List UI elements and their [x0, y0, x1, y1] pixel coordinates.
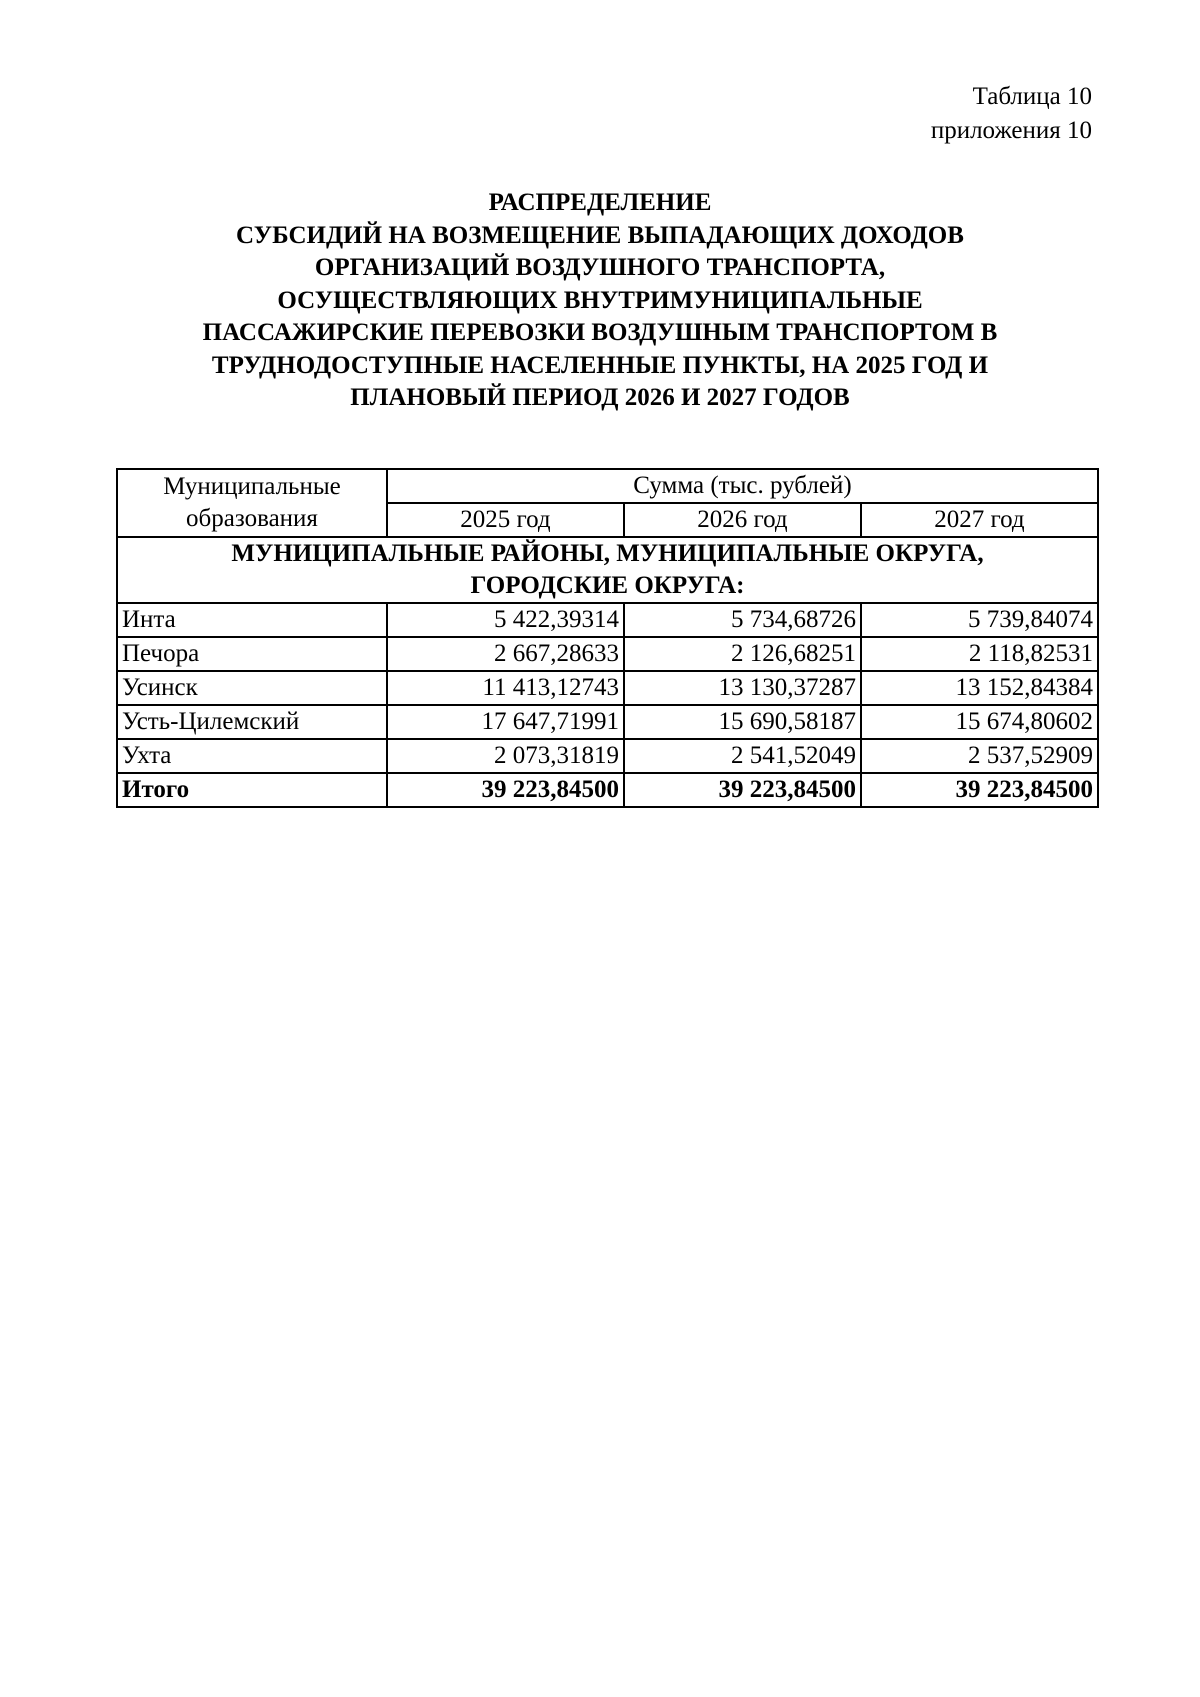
value-2026: 2 126,68251 — [624, 637, 861, 671]
municipality-name: Ухта — [117, 739, 387, 773]
value-2026: 2 541,52049 — [624, 739, 861, 773]
title-line: РАСПРЕДЕЛЕНИЕ — [488, 189, 712, 216]
municipality-name: Инта — [117, 603, 387, 637]
value-2026: 15 690,58187 — [624, 705, 861, 739]
municipality-name: Усинск — [117, 671, 387, 705]
value-2027: 5 739,84074 — [861, 603, 1098, 637]
column-header-2026: 2026 год — [624, 503, 861, 537]
table-row — [117, 739, 1098, 773]
value-2027: 13 152,84384 — [861, 671, 1098, 705]
table-number: Таблица 10 — [972, 83, 1092, 110]
subsidy-distribution-table — [116, 468, 1099, 808]
table-row — [117, 705, 1098, 739]
column-header-sum: Сумма (тыс. рублей) — [387, 469, 1098, 503]
total-label: Итого — [117, 773, 387, 807]
value-2027: 2 537,52909 — [861, 739, 1098, 773]
section-header-row — [117, 537, 1098, 603]
total-2027: 39 223,84500 — [861, 773, 1098, 807]
title-line: ПЛАНОВЫЙ ПЕРИОД 2026 И 2027 ГОДОВ — [350, 384, 850, 411]
value-2026: 13 130,37287 — [624, 671, 861, 705]
title-line: ОРГАНИЗАЦИЙ ВОЗДУШНОГО ТРАНСПОРТА, — [314, 254, 886, 281]
title-line: ПАССАЖИРСКИЕ ПЕРЕВОЗКИ ВОЗДУШНЫМ ТРАНСПОРТОМ В — [202, 319, 998, 346]
municipality-name: Усть-Цилемский — [117, 705, 387, 739]
municipality-name: Печора — [117, 637, 387, 671]
total-2025: 39 223,84500 — [387, 773, 624, 807]
header-row — [117, 469, 1098, 503]
title-line: ТРУДНОДОСТУПНЫЕ НАСЕЛЕННЫЕ ПУНКТЫ, НА 2025 ГОД И — [211, 351, 989, 379]
appendix-number: приложения 10 — [930, 117, 1092, 144]
section-header: МУНИЦИПАЛЬНЫЕ РАЙОНЫ, МУНИЦИПАЛЬНЫЕ ОКРУГА, ГОРОДСКИЕ ОКРУГА: — [117, 537, 1098, 603]
table-row — [117, 603, 1098, 637]
value-2025: 11 413,12743 — [387, 671, 624, 705]
table-row — [117, 637, 1098, 671]
title-line: ОСУЩЕСТВЛЯЮЩИХ ВНУТРИМУНИЦИПАЛЬНЫЕ — [277, 286, 923, 314]
column-header-2025: 2025 год — [387, 503, 624, 537]
total-2026: 39 223,84500 — [624, 773, 861, 807]
value-2025: 17 647,71991 — [387, 705, 624, 739]
value-2027: 15 674,80602 — [861, 705, 1098, 739]
value-2026: 5 734,68726 — [624, 603, 861, 637]
document-title — [120, 187, 1080, 415]
value-2025: 5 422,39314 — [387, 603, 624, 637]
value-2025: 2 667,28633 — [387, 637, 624, 671]
value-2027: 2 118,82531 — [861, 637, 1098, 671]
title-line: СУБСИДИЙ НА ВОЗМЕЩЕНИЕ ВЫПАДАЮЩИХ ДОХОДОВ — [236, 221, 964, 249]
table-row — [117, 671, 1098, 705]
table-reference — [931, 80, 1092, 148]
total-row — [117, 773, 1098, 807]
value-2025: 2 073,31819 — [387, 739, 624, 773]
column-header-2027: 2027 год — [861, 503, 1098, 537]
column-header-municipality: Муниципальные образования — [117, 469, 387, 537]
